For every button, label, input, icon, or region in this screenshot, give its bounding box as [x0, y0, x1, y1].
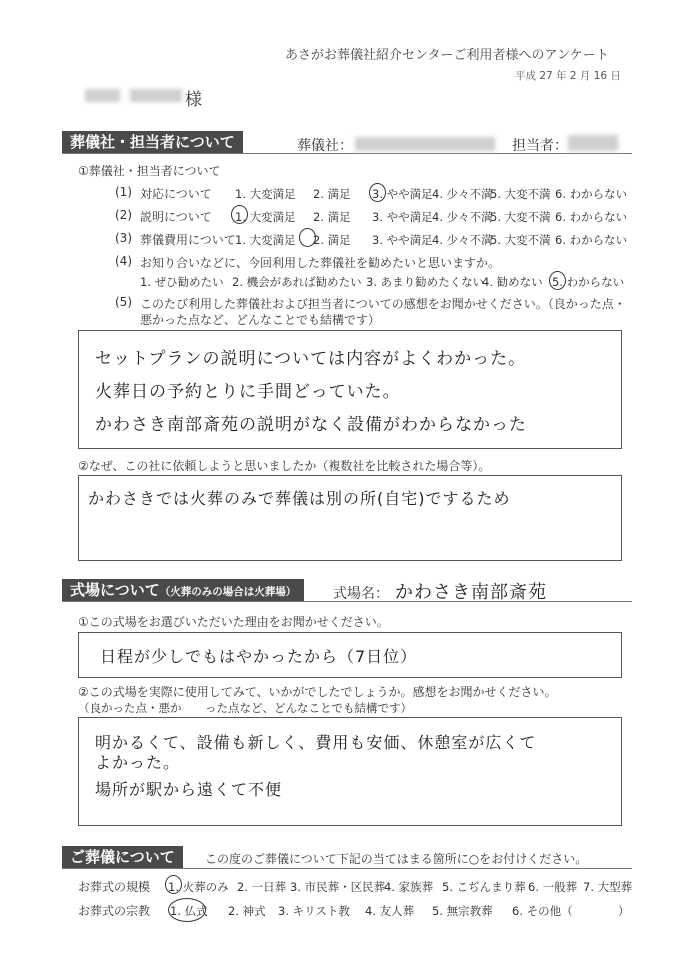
redacted-staff	[568, 135, 618, 151]
handwritten-answer: 場所が駅から遠くて不便	[95, 780, 283, 799]
selected-circle	[168, 898, 206, 922]
option: 5. こぢんまり葬	[442, 880, 526, 894]
selected-circle	[369, 183, 386, 202]
option: 4. 友人葬	[365, 904, 415, 918]
row-label: 葬儀費用について	[140, 233, 236, 247]
redacted-company	[355, 137, 495, 151]
option: 3. やや満足	[372, 187, 433, 201]
survey-title: あさがお葬儀社紹介センターご利用者様へのアンケート	[285, 48, 609, 63]
scale-label: お葬式の規模	[78, 880, 151, 894]
row-num: (1)	[115, 185, 132, 199]
option: ）	[618, 904, 630, 918]
selected-circle	[231, 205, 248, 224]
staff-label: 担当者：	[512, 138, 568, 154]
handwritten-answer: 火葬日の予約とりに手間どっていた。	[95, 382, 401, 402]
option: 6. わからない	[555, 210, 628, 224]
option: 3. やや満足	[372, 233, 433, 247]
option: 1. 仏式	[170, 904, 208, 918]
option: 4. 勧めない	[482, 275, 543, 289]
section-venue-tab	[62, 579, 304, 601]
option: 2. 神式	[228, 904, 266, 918]
honorific: 様	[185, 90, 202, 110]
option: 5. 大変不満	[490, 210, 551, 224]
selected-circle	[549, 271, 566, 290]
option: 4. 少々不満	[432, 187, 493, 201]
option: 6. 一般葬	[528, 880, 578, 894]
redacted-name-part	[130, 89, 182, 102]
venue-tab-note: （火葬のみの場合は火葬場）	[159, 586, 297, 598]
row-label: 説明について	[140, 210, 212, 224]
option: 4. 家族葬	[384, 880, 434, 894]
option: 6. わからない	[555, 187, 628, 201]
company-label: 葬儀社：	[297, 138, 353, 154]
religion-label: お葬式の宗教	[78, 904, 151, 918]
q4-text: お知り合いなどに、今回利用した葬儀社を勧めたいと思いますか。	[140, 256, 501, 270]
option: 2. 機会があれば勧めたい	[232, 275, 362, 289]
venue-q2-text-b: った点など、どんなことでも結構です）	[205, 701, 412, 715]
venue-q1-text: ①この式場をお選びいただいた理由をお聞かせください。	[78, 615, 389, 629]
handwritten-answer: 日程が少しでもはやかったから（7日位）	[100, 647, 418, 666]
row-num: (4)	[115, 254, 132, 268]
handwritten-answer: かわさきでは火葬のみで葬儀は別の所(自宅)でするため	[88, 489, 511, 508]
row-label: 対応について	[140, 187, 212, 201]
venue-label: 式場名：	[333, 586, 389, 602]
survey-date: 平成 27 年 2 月 16 日	[515, 70, 621, 82]
q5-text: このたび利用した葬儀社および担当者についての感想をお聞かせください。（良かった点・	[140, 297, 626, 311]
option: 2. 満足	[313, 187, 351, 201]
venue-q2-text-a: （良かった点・悪か	[78, 701, 182, 715]
handwritten-venue: かわさき南部斎苑	[395, 582, 547, 603]
option: 2. 満足	[313, 210, 351, 224]
option: 1. 大変満足	[235, 210, 296, 224]
option: 3. あまり勧めたくない	[366, 275, 485, 289]
option: 4. 少々不満	[432, 233, 493, 247]
q1-intro: ①葬儀社・担当者について	[78, 164, 221, 178]
option: 1. 火葬のみ	[168, 880, 229, 894]
section3-intro: この度のご葬儀について下記の当てはまる箇所に○をお付けください。	[205, 852, 588, 866]
option: 5. わからない	[552, 275, 625, 289]
option: 6. わからない	[555, 233, 628, 247]
row-num: (5)	[115, 295, 132, 309]
option: 6. その他（	[512, 904, 573, 918]
handwritten-answer: 明かるくて、設備も新しく、費用も安価、休憩室が広くて	[95, 733, 537, 752]
option: 5. 無宗教葬	[432, 904, 493, 918]
handwritten-answer: かわさき南部斎苑の説明がなく設備がわからなかった	[95, 415, 527, 435]
venue-tab-title: 式場について	[70, 581, 160, 599]
divider	[62, 868, 632, 869]
option: 1. 大変満足	[235, 233, 296, 247]
q2-text: ②なぜ、この社に依頼しようと思いましたか（複数社を比較された場合等）。	[78, 459, 491, 473]
option: 1. 大変満足	[235, 187, 296, 201]
row-num: (3)	[115, 231, 132, 245]
selected-circle	[165, 875, 182, 894]
redacted-name-part	[85, 89, 120, 102]
section-funeral-company-tab: 葬儀社・担当者について	[62, 131, 243, 153]
option: 2. 満足	[313, 233, 351, 247]
row-num: (2)	[115, 208, 132, 222]
option: 5. 大変不満	[490, 233, 551, 247]
option: 3. 市民葬・区民葬	[290, 880, 386, 894]
option: 3. やや満足	[372, 210, 433, 224]
q5-text-cont: 悪かった点など、どんなことでも結構です）	[140, 313, 381, 327]
option: 4. 少々不満	[432, 210, 493, 224]
option: 2. 一日葬	[237, 880, 287, 894]
handwritten-answer: セットプランの説明については内容がよくわかった。	[95, 349, 527, 369]
option: 5. 大変不満	[490, 187, 551, 201]
option: 7. 大型葬	[583, 880, 633, 894]
selected-circle	[299, 228, 316, 247]
venue-q2-text: ②この式場を実際に使用してみて、いかがでしたでしょうか。感想をお聞かせください。	[78, 685, 557, 699]
option: 3. キリスト教	[278, 904, 350, 918]
handwritten-answer: よかった。	[95, 753, 181, 772]
option: 1. ぜひ勧めたい	[140, 275, 224, 289]
section-funeral-tab: ご葬儀について	[62, 846, 183, 868]
